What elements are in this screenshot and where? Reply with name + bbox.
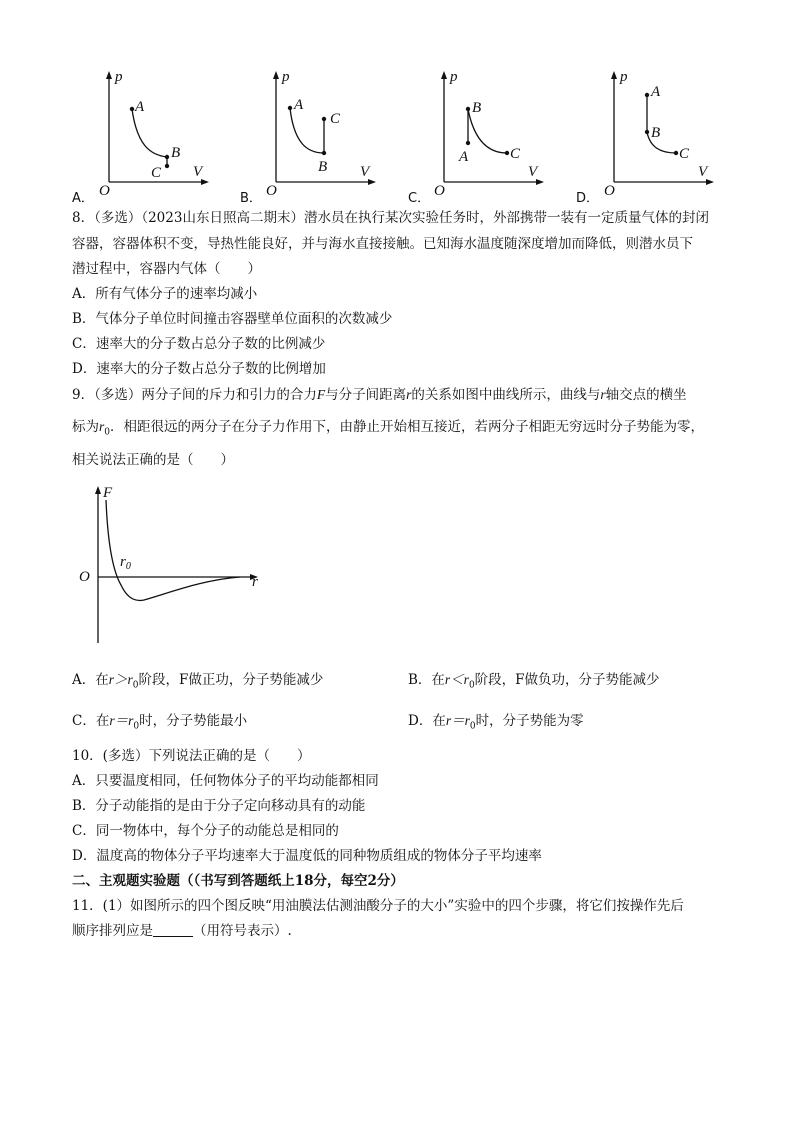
origin-label: O bbox=[434, 183, 445, 199]
q9-stem-line1: 9．（多选）两分子间的斥力和引力的合力F与分子间距离r的关系如图中曲线所示，曲线与r轴交点的横坐 bbox=[72, 387, 687, 403]
origin-label: O bbox=[99, 183, 110, 199]
q9-option-b: B．在$r<r_0$阶段，F做负功，分子势能减少 bbox=[408, 672, 660, 691]
q8-stem-line3: 潜过程中，容器内气体（ ） bbox=[72, 261, 261, 277]
point-label: C bbox=[679, 146, 690, 162]
origin-label: O bbox=[604, 183, 615, 199]
var-r: r bbox=[600, 387, 606, 402]
axis-r-label: r bbox=[252, 574, 258, 590]
var-r: r bbox=[406, 387, 412, 402]
q9-option-a: A．在$r>r_0$阶段，F做正功，分子势能减少 bbox=[72, 672, 324, 691]
axis-p-label: p bbox=[115, 69, 123, 85]
point-label: B bbox=[651, 125, 661, 141]
axis-v-label: V bbox=[528, 164, 538, 180]
section-heading: 二、主观题实验题（（书写到答题纸上18分，每空2分） bbox=[72, 873, 404, 889]
axis-p-label: p bbox=[450, 69, 458, 85]
q8-option-b: B．气体分子单位时间撞击容器壁单位面积的次数减少 bbox=[72, 311, 393, 327]
q8-option-c: C．速率大的分子数占总分子数的比例减少 bbox=[72, 336, 326, 352]
point-label: B bbox=[318, 159, 328, 175]
axis-f-label: F bbox=[103, 485, 113, 501]
point-label: A bbox=[294, 97, 304, 113]
point-label: B bbox=[472, 100, 482, 116]
graph-option-a bbox=[95, 65, 215, 199]
point-label: A bbox=[459, 149, 469, 165]
point-label: C bbox=[510, 146, 521, 162]
graph-option-b bbox=[262, 65, 382, 199]
axis-v-label: V bbox=[360, 164, 370, 180]
q8-stem-line1: 8．（多选）（2023山东日照高二期末）潜水员在执行某次实验任务时，外部携带一装有一定质量气体的封闭 bbox=[72, 210, 709, 226]
option-letter-a: A． bbox=[72, 191, 94, 206]
q10-option-a: A．只要温度相同，任何物体分子的平均动能都相同 bbox=[72, 773, 379, 789]
axis-p-label: p bbox=[620, 69, 628, 85]
graph-option-d bbox=[600, 65, 720, 199]
q9-stem-line3: 相关说法正确的是（ ） bbox=[72, 452, 234, 468]
point-label: C bbox=[330, 111, 341, 127]
q8-option-a: A．所有气体分子的速率均减小 bbox=[72, 286, 258, 302]
q10-stem: 10．(多选）下列说法正确的是（ ） bbox=[72, 748, 311, 764]
point-label: B bbox=[171, 145, 181, 161]
option-letter-c: C． bbox=[408, 191, 431, 206]
q11-stem-line2: 顺序排列应是 （用符号表示）. bbox=[72, 923, 292, 939]
option-letter-d: D． bbox=[576, 191, 600, 206]
point-label: A bbox=[651, 84, 661, 100]
answer-blank[interactable] bbox=[153, 922, 193, 937]
q8-stem-line2: 容器，容器体积不变，导热性能良好，并与海水直接接触。已知海水温度随深度增加而降低，则潜水员下 bbox=[72, 236, 693, 252]
q10-option-b: B．分子动能指的是由于分子定向移动具有的动能 bbox=[72, 798, 366, 814]
q9-option-c: C．在$r=r_0$时，分子势能最小 bbox=[72, 713, 248, 732]
point-label: A bbox=[135, 99, 145, 115]
q9-option-d: D．在$r=r_0$时，分子势能为零 bbox=[408, 713, 584, 732]
q11-stem-line1: 11．(1）如图所示的四个图反映“用油膜法估测油酸分子的大小”实验中的四个步骤，将它们按操作先后 bbox=[72, 898, 684, 914]
graph-option-c bbox=[430, 65, 550, 199]
r0-label: $r_0$ bbox=[120, 554, 131, 572]
origin-label: O bbox=[266, 183, 277, 199]
graph-force-vs-distance bbox=[72, 480, 272, 645]
origin-label: O bbox=[79, 569, 90, 585]
option-letter-b: B． bbox=[240, 191, 262, 206]
q8-option-d: D．速率大的分子数占总分子数的比例增加 bbox=[72, 361, 326, 377]
var-f: F bbox=[316, 387, 326, 402]
axis-v-label: V bbox=[698, 164, 708, 180]
axis-v-label: V bbox=[193, 164, 203, 180]
q10-option-d: D．温度高的物体分子平均速率大于温度低的同种物质组成的物体分子平均速率 bbox=[72, 848, 542, 864]
axis-p-label: p bbox=[282, 69, 290, 85]
point-label: C bbox=[151, 165, 162, 181]
q9-stem-line2: 标为$r_0$．相距很远的两分子在分子力作用下，由静止开始相互接近，若两分子相距无穷远时分子势能为零， bbox=[72, 419, 704, 438]
q10-option-c: C．同一物体中，每个分子的动能总是相同的 bbox=[72, 823, 339, 839]
